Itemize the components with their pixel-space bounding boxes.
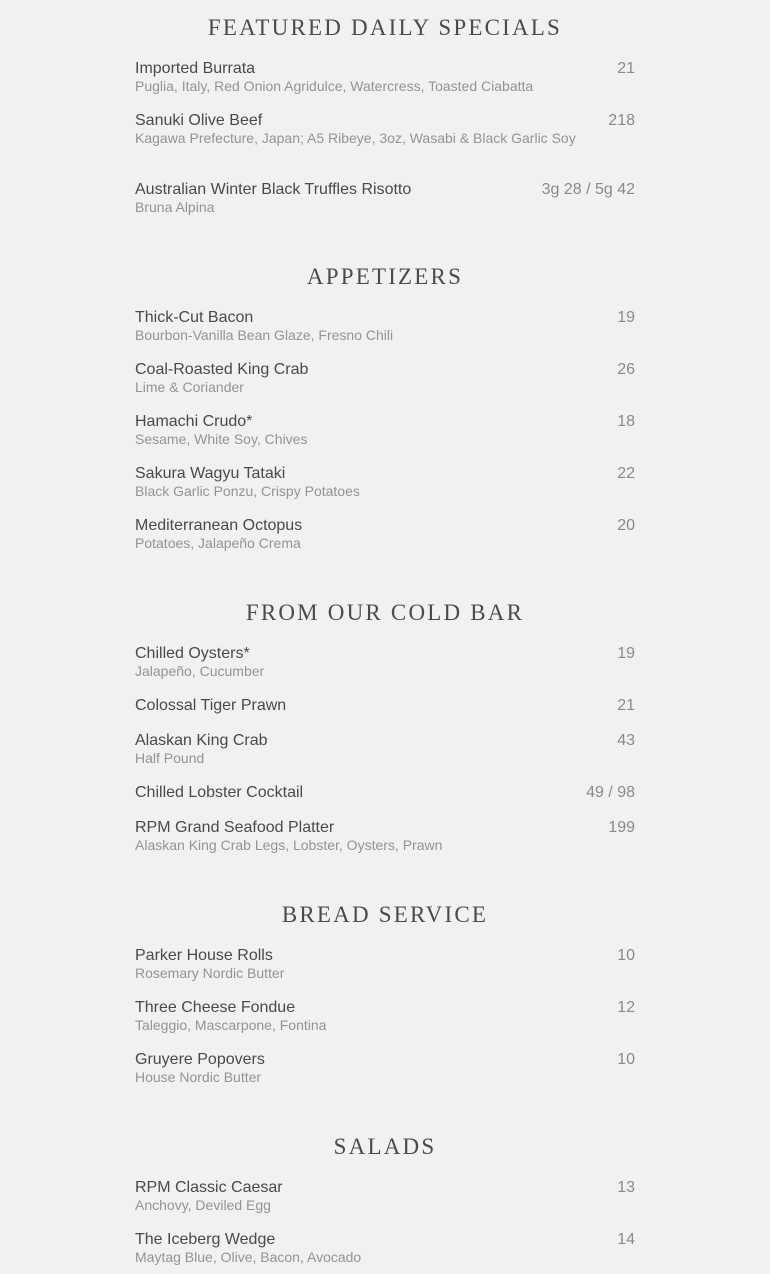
section-title: SALADS (333, 1134, 437, 1159)
item-description: Puglia, Italy, Red Onion Agridulce, Watercress, Toasted Ciabatta (135, 78, 534, 94)
item-description: House Nordic Butter (135, 1069, 262, 1085)
item-name: Chilled Oysters* (135, 645, 250, 662)
section-salads (0, 1132, 770, 1265)
item-price: 12 (617, 999, 635, 1016)
item-description: Potatoes, Jalapeño Crema (135, 535, 301, 551)
menu-item (135, 516, 635, 552)
section-title: FEATURED DAILY SPECIALS (207, 15, 563, 40)
item-name: Three Cheese Fondue (135, 999, 296, 1016)
item-name: RPM Grand Seafood Platter (135, 819, 335, 836)
item-description: Kagawa Prefecture, Japan; A5 Ribeye, 3oz, Wasabi & Black Garlic Soy (135, 130, 576, 146)
item-description: Anchovy, Deviled Egg (135, 1197, 271, 1213)
item-price: 43 (617, 732, 635, 749)
section-cold-bar (0, 598, 770, 853)
menu-item (135, 180, 635, 216)
section-bread-service (0, 900, 770, 1085)
item-name: Chilled Lobster Cocktail (135, 784, 304, 801)
item-description: Lime & Coriander (135, 379, 244, 395)
item-description: Black Garlic Ponzu, Crispy Potatoes (135, 483, 360, 499)
item-name: Thick-Cut Bacon (135, 309, 254, 326)
item-name: Sanuki Olive Beef (135, 112, 263, 129)
item-price: 199 (608, 819, 635, 836)
item-name: Coal-Roasted King Crab (135, 361, 309, 378)
item-name: Australian Winter Black Truffles Risotto (135, 181, 412, 198)
menu-item (135, 998, 635, 1034)
item-price: 19 (617, 309, 635, 326)
item-price: 18 (617, 413, 635, 430)
item-description: Rosemary Nordic Butter (135, 965, 285, 981)
item-name: Imported Burrata (135, 60, 256, 77)
item-price: 21 (617, 60, 635, 77)
item-description: Jalapeño, Cucumber (135, 663, 265, 679)
item-name: Parker House Rolls (135, 947, 273, 964)
item-price: 13 (617, 1179, 635, 1196)
menu-item (135, 308, 635, 344)
item-price: 19 (617, 645, 635, 662)
menu-item (135, 946, 635, 982)
menu-item (135, 1230, 635, 1266)
menu-item (135, 464, 635, 500)
menu-item (135, 1178, 635, 1214)
item-price: 49 / 98 (586, 784, 635, 801)
menu-item (135, 111, 635, 147)
item-name: Sakura Wagyu Tataki (135, 465, 286, 482)
item-name: Hamachi Crudo* (135, 413, 253, 430)
item-price: 3g 28 / 5g 42 (541, 181, 635, 198)
item-description: Half Pound (135, 750, 205, 766)
item-price: 26 (617, 361, 635, 378)
menu-item (135, 1050, 635, 1086)
section-featured-specials (0, 13, 770, 215)
menu-item (135, 360, 635, 396)
section-title: FROM OUR COLD BAR (245, 600, 525, 625)
item-description: Alaskan King Crab Legs, Lobster, Oysters, Prawn (135, 837, 443, 853)
menu-item (135, 731, 635, 767)
item-price: 21 (617, 697, 635, 714)
menu-item (135, 412, 635, 448)
section-title: BREAD SERVICE (281, 902, 489, 927)
item-price: 10 (617, 947, 635, 964)
menu-item (135, 59, 635, 95)
section-appetizers (0, 262, 770, 551)
section-title: APPETIZERS (306, 264, 464, 289)
item-name: The Iceberg Wedge (135, 1231, 276, 1248)
item-price: 20 (617, 517, 635, 534)
item-name: Colossal Tiger Prawn (135, 697, 287, 714)
item-name: Alaskan King Crab (135, 732, 268, 749)
item-name: RPM Classic Caesar (135, 1179, 283, 1196)
menu-item (135, 644, 635, 680)
item-price: 218 (608, 112, 635, 129)
item-name: Gruyere Popovers (135, 1051, 265, 1068)
menu-item (135, 783, 635, 802)
item-description: Bruna Alpina (135, 199, 215, 215)
menu-item (135, 696, 635, 715)
item-name: Mediterranean Octopus (135, 517, 303, 534)
item-description: Maytag Blue, Olive, Bacon, Avocado (135, 1249, 362, 1265)
item-description: Taleggio, Mascarpone, Fontina (135, 1017, 327, 1033)
item-price: 14 (617, 1231, 635, 1248)
item-description: Sesame, White Soy, Chives (135, 431, 308, 447)
item-price: 10 (617, 1051, 635, 1068)
item-price: 22 (617, 465, 635, 482)
item-description: Bourbon-Vanilla Bean Glaze, Fresno Chili (135, 327, 394, 343)
menu-item (135, 818, 635, 854)
